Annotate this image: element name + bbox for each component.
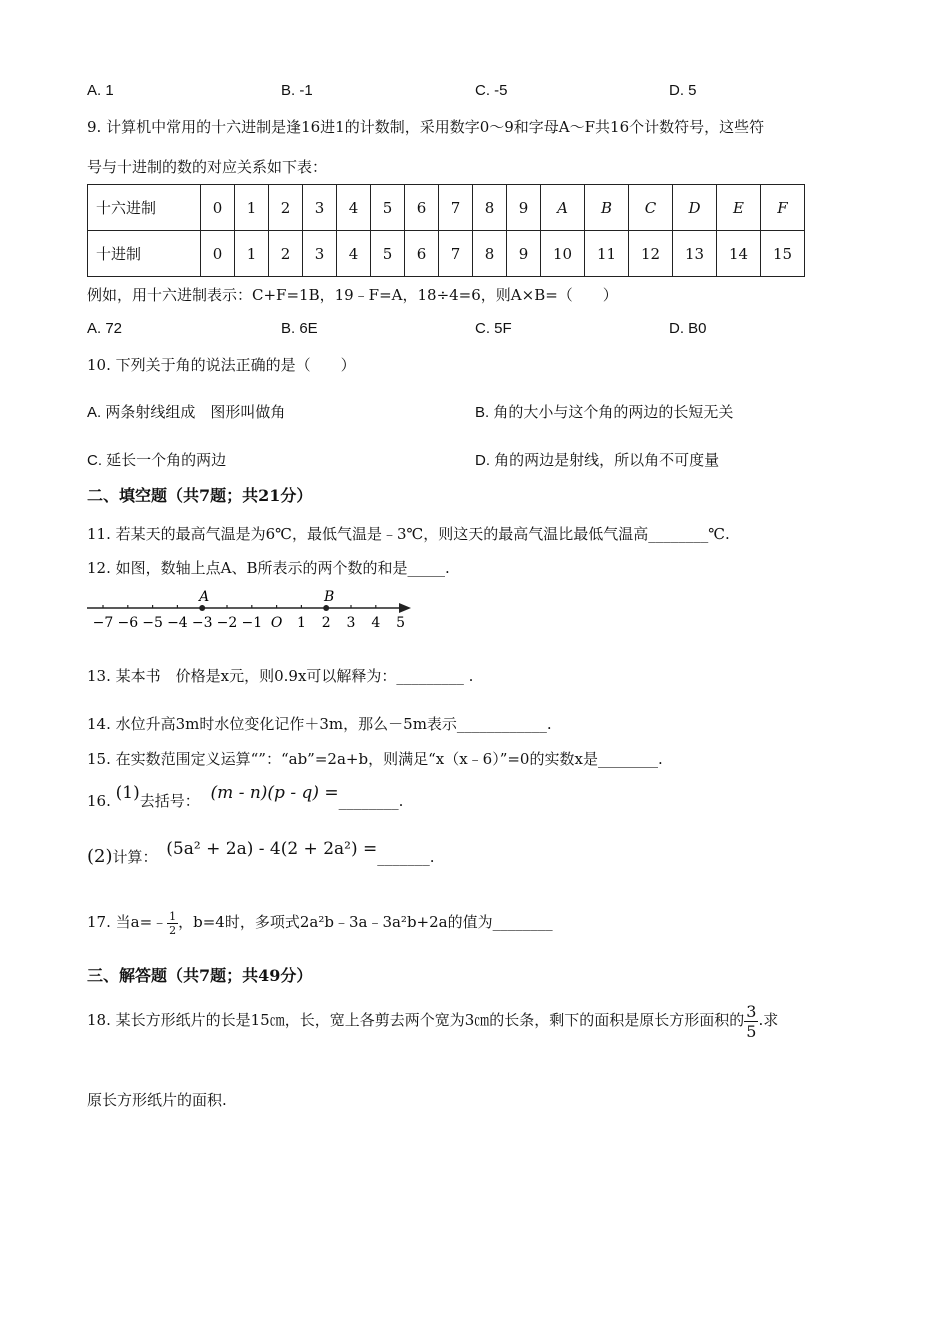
q9-stem-line2: 号与十进制的数的对应关系如下表：	[87, 158, 328, 176]
q8-option-c: C. -5	[475, 82, 508, 99]
q9-option-b: B. 6E	[281, 320, 318, 337]
q17-fraction	[167, 910, 178, 937]
table-cell: 1	[235, 231, 269, 277]
table-cell: 4	[337, 185, 371, 231]
section-title-solve: 三、解答题（共7题；共49分）	[87, 966, 313, 985]
q16-part2-label: 计算：	[112, 848, 158, 866]
table-cell: F	[761, 185, 805, 231]
q18-frac-num: 3	[746, 1001, 757, 1021]
q8-option-d: D. 5	[669, 82, 697, 99]
table-cell: 4	[337, 231, 371, 277]
table-row-hex	[88, 185, 805, 231]
point-a	[199, 605, 205, 611]
table-row-decimal	[88, 231, 805, 277]
number-line-tick-label: 4	[371, 615, 381, 631]
q8-option-a: A. 1	[87, 82, 114, 99]
number-line-tick-label: 3	[346, 615, 356, 631]
number-line-tick-label: −7	[92, 615, 114, 631]
q16-part1-blank: ________.	[338, 792, 404, 810]
q16-part2	[87, 839, 435, 872]
table-cell: 7	[439, 185, 473, 231]
table-cell: 0	[201, 185, 235, 231]
number-line-tick-label: −2	[216, 615, 238, 631]
q16-part1	[87, 783, 404, 816]
q10-option-d: D. 角的两边是射线，所以角不可度量	[475, 452, 720, 469]
table-cell: D	[673, 185, 717, 231]
table-cell: 13	[673, 231, 717, 277]
number-line-tick-label: 1	[296, 615, 306, 631]
q18-fraction	[744, 1002, 758, 1041]
q17	[87, 904, 553, 940]
number-line-tick-label: −5	[142, 615, 163, 631]
q9-option-d: D. B0	[669, 320, 707, 337]
table-cell: 6	[405, 185, 439, 231]
q10-stem: 10. 下列关于角的说法正确的是（ ）	[87, 356, 356, 374]
q16-part1-tag: (1)	[115, 783, 140, 803]
number-line-tick-label: −3	[191, 615, 213, 631]
point-b-label: B	[324, 589, 335, 605]
q17-suffix: ，b=4时，多项式2a²b﹣3a﹣3a²b+2a的值为________	[178, 913, 553, 931]
table-cell: 5	[371, 231, 405, 277]
q9-stem-line1: 9. 计算机中常用的十六进制是逢16进1的计数制，采用数字0～9和字母A～F共16个计数符号，这些符	[87, 118, 765, 136]
q12: 12. 如图，数轴上点A、B所表示的两个数的和是_____.	[87, 559, 450, 577]
q10-option-c: C. 延长一个角的两边	[87, 452, 227, 469]
q18-text-end: .求	[758, 1011, 779, 1029]
q17-frac-den: 2	[169, 923, 177, 937]
table-cell: 2	[269, 231, 303, 277]
number-line-tick-label: −1	[241, 615, 263, 631]
table-cell: B	[585, 185, 629, 231]
q18-text: 18. 某长方形纸片的长是15㎝，长，宽上各剪去两个宽为3㎝的长条，剩下的面积是原长方形面积的	[87, 1011, 745, 1029]
q16-part2-expression: (5a² + 2a) - 4(2 + 2a²) =	[166, 839, 378, 859]
q11: 11. 若某天的最高气温是为6℃，最低气温是﹣3℃，则这天的最高气温比最低气温高________℃.	[87, 525, 730, 543]
table-cell: 7	[439, 231, 473, 277]
table-cell: 3	[303, 185, 337, 231]
number-line-tick-label: −6	[117, 615, 139, 631]
number-line-tick-label: 2	[321, 615, 331, 631]
q14: 14. 水位升高3m时水位变化记作＋3m，那么－5m表示____________.	[87, 715, 552, 733]
q18-line2: 原长方形纸片的面积.	[87, 1091, 227, 1109]
table-cell: 2	[269, 185, 303, 231]
point-a-label: A	[199, 589, 210, 605]
q8-option-b: B. -1	[281, 82, 313, 99]
q15: 15. 在实数范围定义运算“”：“ab”=2a+b，则满足“x（x﹣6）”=0的实数x是________.	[87, 750, 663, 768]
table-cell: 1	[235, 185, 269, 231]
hex-decimal-table	[87, 184, 805, 277]
q9-option-a: A. 72	[87, 320, 123, 337]
table-cell: 6	[405, 231, 439, 277]
q16-number: 16.	[87, 792, 111, 810]
number-line-tick-label: −4	[167, 615, 188, 631]
q16-part1-expression: (m - n)(p - q) =	[210, 783, 339, 803]
q18-frac-den: 5	[746, 1021, 757, 1041]
q16-part1-label: 去括号：	[139, 792, 200, 810]
table-cell: C	[629, 185, 673, 231]
q18-line1	[87, 1000, 778, 1041]
table-cell: 8	[473, 185, 507, 231]
table-cell: 5	[371, 185, 405, 231]
q17-frac-num: 1	[169, 909, 177, 923]
table-cell: 3	[303, 231, 337, 277]
table-cell: 15	[761, 231, 805, 277]
table-cell: 9	[507, 185, 541, 231]
q9-example: 例如，用十六进制表示：C+F=1B，19﹣F=A，18÷4=6，则A×B=（ ）	[87, 286, 618, 304]
q16-part2-blank: _______.	[377, 848, 435, 866]
table-cell: 10	[541, 231, 585, 277]
table-cell: 十进制	[88, 231, 201, 277]
q16-part2-tag: (2)	[87, 846, 113, 867]
table-cell: 8	[473, 231, 507, 277]
q17-prefix: 17. 当a=﹣	[87, 913, 168, 931]
q13: 13. 某本书 价格是x元，则0.9x可以解释为：_________ .	[87, 667, 474, 685]
table-cell: 9	[507, 231, 541, 277]
number-line-tick-label: 5	[396, 615, 406, 631]
point-b	[323, 605, 329, 611]
number-line-figure	[85, 587, 425, 633]
table-cell: 0	[201, 231, 235, 277]
q10-option-b: B. 角的大小与这个角的两边的长短无关	[475, 404, 734, 421]
table-cell: 14	[717, 231, 761, 277]
table-cell: 12	[629, 231, 673, 277]
section-title-fill-blank: 二、填空题（共7题；共21分）	[87, 486, 313, 505]
table-cell: 11	[585, 231, 629, 277]
q9-option-c: C. 5F	[475, 320, 512, 337]
number-line-tick-label: O	[270, 615, 283, 631]
table-cell: E	[717, 185, 761, 231]
table-cell: A	[541, 185, 585, 231]
table-cell: 十六进制	[88, 185, 201, 231]
q10-option-a: A. 两条射线组成 图形叫做角	[87, 404, 286, 421]
